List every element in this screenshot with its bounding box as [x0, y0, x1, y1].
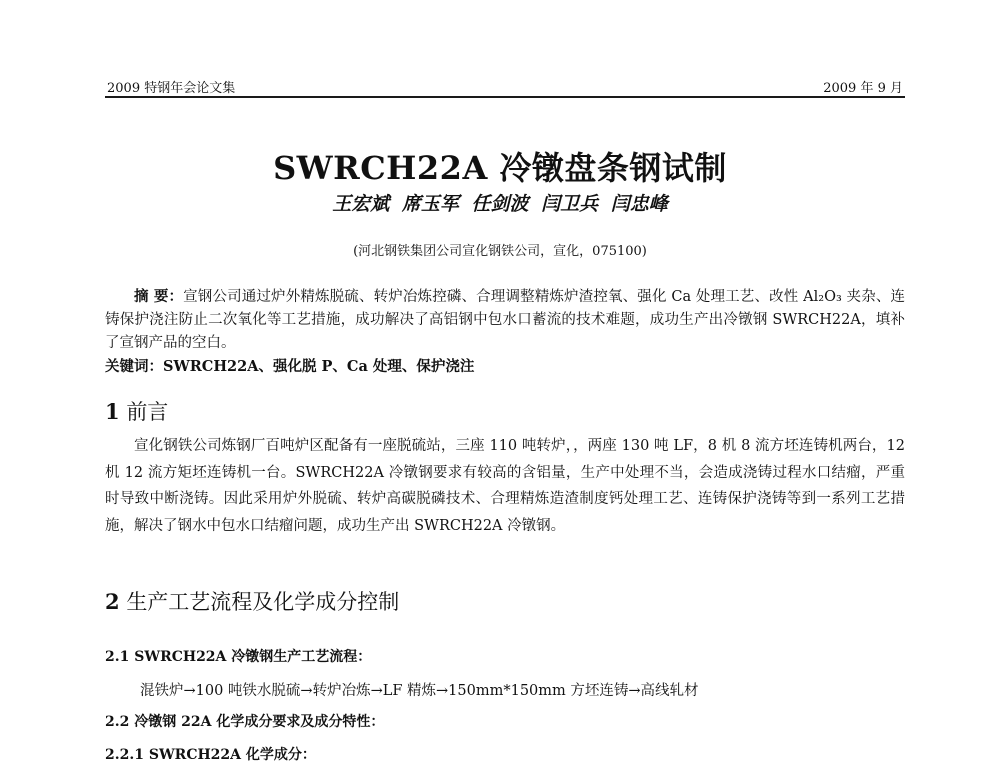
subsection-2-1-heading: 2.1 SWRCH22A 冷镦钢生产工艺流程：: [105, 649, 372, 665]
subsection-2-2-heading: 2.2 冷镦钢 22A 化学成分要求及成分特性：: [105, 714, 385, 730]
section-1-body: 宣化钢铁公司炼钢厂百吨炉区配备有一座脱硫站，三座 110 吨转炉，，两座 130 吨 LF，8 机 8 流方坯连铸机两台，12 机 12 流方矩坯连铸机一台。SWRCH22A 冷镦钢要求有较高的含铝量，生产中处理不当，会造成浇铸过程水口结瘤，严重时导致中断浇铸。因此采用炉外脱硫、转炉高碳脱磷技术、合理精炼造渣制度钙处理工艺、连铸保护浇铸等到一系列工艺措施，解决了钢水中包水口结瘤问题，成功生产出 SWRCH22A 冷镦钢。: [105, 438, 905, 534]
abstract: [105, 285, 905, 355]
keywords-text: SWRCH22A、强化脱 P、Ca 处理、保护浇注: [163, 358, 475, 375]
section-2-title: 生产工艺流程及化学成分控制: [126, 590, 400, 614]
abstract-label: 摘 要：: [134, 288, 184, 305]
header-journal: 2009 特钢年会论文集: [107, 81, 236, 96]
section-2-number: 2: [105, 589, 120, 614]
process-flow: 混铁炉→100 吨铁水脱硫→转炉冶炼→LF 精炼→150mm*150mm 方坯连铸→高线轧材: [140, 683, 699, 699]
keywords: [105, 355, 905, 378]
keywords-label: 关键词：: [105, 358, 163, 375]
section-1-title: 前言: [126, 400, 169, 424]
header-date: 2009 年 9 月: [823, 81, 903, 96]
abstract-text: 宣钢公司通过炉外精炼脱硫、转炉冶炼控磷、合理调整精炼炉渣控氧、强化 Ca 处理工艺、改性 Al₂O₃ 夹杂、连铸保护浇注防止二次氧化等工艺措施，成功解决了高铝钢中包水口蓄流的技术难题，成功生产出冷镦钢 SWRCH22A，填补了宣钢产品的空白。: [105, 289, 905, 351]
affiliation: (河北钢铁集团公司宣化钢铁公司，宣化，075100): [353, 244, 647, 259]
section-1-heading: [105, 396, 168, 426]
paper-title: SWRCH22A 冷镦盘条钢试制: [273, 149, 727, 187]
subsection-2-2-1-heading: 2.2.1 SWRCH22A 化学成分：: [105, 747, 316, 763]
running-header: [105, 68, 905, 98]
section-1-number: 1: [105, 399, 120, 424]
author-list: 王宏斌 席玉军 任剑波 闫卫兵 闫忠峰: [332, 193, 668, 215]
section-2-heading: [105, 586, 399, 616]
